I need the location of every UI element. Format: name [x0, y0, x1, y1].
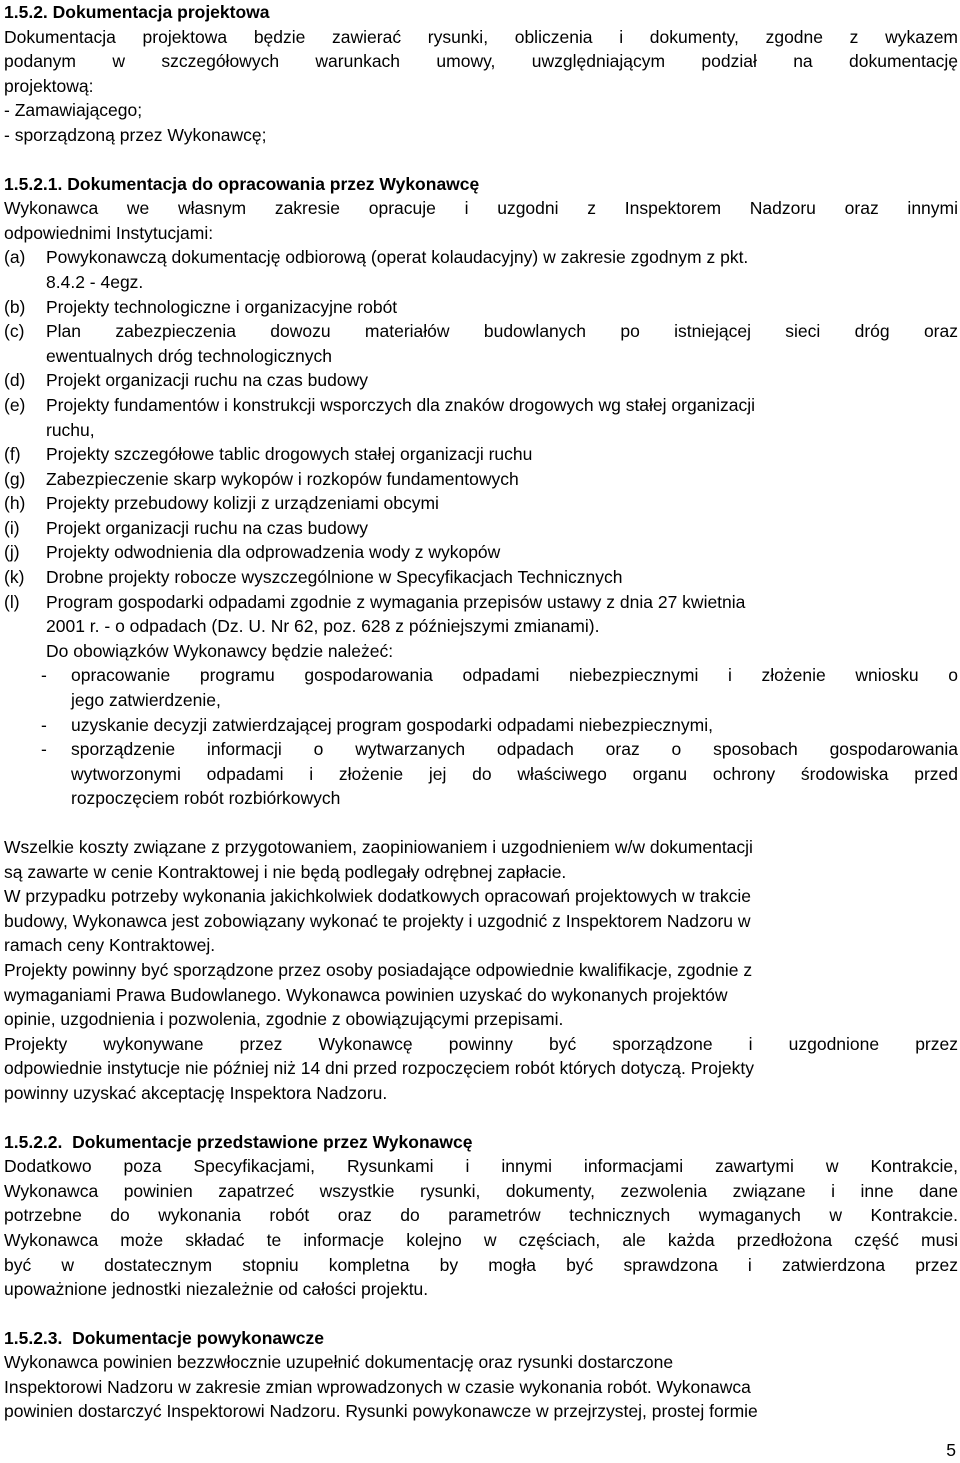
list-item-text: Projekty przebudowy kolizji z urządzeniami obcymi [46, 493, 439, 514]
paragraph-as-built-docs [4, 1350, 958, 1424]
list-item-text: Program gospodarki odpadami zgodnie z wymagania przepisów ustawy z dnia 27 kwietnia [46, 591, 746, 612]
list-item [4, 368, 958, 393]
paragraph-line: budowy, Wykonawca jest zobowiązany wykonać te projekty i uzgodnić z Inspektorem Nadzoru w [4, 910, 751, 931]
spacer [4, 148, 958, 172]
section-heading-1-5-2-3: 1.5.2.3. Dokumentacje powykonawcze [4, 1327, 324, 1348]
list-item [4, 467, 958, 492]
list-item-text-cont: 2001 r. - o odpadach (Dz. U. Nr 62, poz. 628 z późniejszymi zmianami). [46, 616, 600, 637]
list-item-label: (f) [4, 444, 21, 465]
paragraph-qualifications [4, 958, 958, 1032]
list-item-text: Projekty odwodnienia dla odprowadzenia wody z wykopów [46, 542, 501, 563]
document-page [4, 0, 958, 1424]
paragraph-additional-projects [4, 884, 958, 958]
list-item [41, 663, 958, 712]
list-item [4, 393, 958, 442]
list-item-text: Plan zabezpieczenia dowozu materiałów budowlanych po istniejącej sieci dróg oraz [46, 321, 958, 342]
paragraph-line: opinie, uzgodnienia i pozwolenia, zgodnie z obowiązującymi przepisami. [4, 1009, 564, 1030]
s1-line-3: projektową: [4, 75, 94, 96]
list-item [4, 590, 958, 639]
paragraph-line: Projekty powinny być sporządzone przez osoby posiadające odpowiednie kwalifikacje, zgodnie z [4, 959, 753, 980]
paragraph-line: Inspektorowi Nadzoru w zakresie zmian wprowadzonych w czasie wykonania robót. Wykonawca [4, 1376, 751, 1397]
s2-intro-line-2: odpowiednimi Instytucjami: [4, 222, 214, 243]
paragraph-line: Wszelkie koszty związane z przygotowaniem, zaopiniowaniem i uzgodnieniem w/w dokumentacji [4, 837, 753, 857]
requirements-list [4, 245, 958, 639]
list-item-text-cont: ruchu, [46, 419, 95, 440]
list-item-text-cont: rozpoczęciem robót rozbiórkowych [71, 788, 341, 809]
paragraph-costs [4, 835, 958, 884]
section-heading-1-5-2: 1.5.2. Dokumentacja projektowa [4, 2, 270, 22]
paragraph-approval [4, 1032, 958, 1106]
list-item [4, 245, 958, 294]
list-item-label: - [41, 714, 47, 735]
paragraph-line: powinny uzyskać akceptację Inspektora Nadzoru. [4, 1082, 388, 1103]
list-item-label: (e) [4, 394, 26, 415]
paragraph-line: Wykonawca powinien bezzwłocznie uzupełnić dokumentację oraz rysunki dostarczone [4, 1352, 674, 1373]
list-item-label: (j) [4, 542, 20, 563]
list-item-text-cont: 8.4.2 - 4egz. [46, 271, 144, 292]
list-item [4, 565, 958, 590]
list-item [4, 442, 958, 467]
duties-intro: Do obowiązków Wykonawcy będzie należeć: [46, 640, 394, 661]
paragraph-line: Wykonawca powinien zapatrzeć wszystkie rysunki, dokumenty, zezwolenia związane i inne dane [4, 1180, 958, 1201]
list-item [4, 516, 958, 541]
list-item-text: Projekt organizacji ruchu na czas budowy [46, 370, 368, 391]
s1-dash-2: - sporządzoną przez Wykonawcę; [4, 124, 267, 145]
list-item-label: (c) [4, 321, 25, 342]
s2-intro-line-1: Wykonawca we własnym zakresie opracuje i uzgodni z Inspektorem Nadzoru oraz innymi [4, 198, 958, 219]
list-item-text: sporządzenie informacji o wytwarzanych odpadach oraz o sposobach gospodarowania [71, 739, 958, 760]
s1-dash-1: - Zamawiającego; [4, 100, 143, 121]
list-item [4, 540, 958, 565]
list-item-label: (h) [4, 493, 26, 514]
list-item-label: (b) [4, 296, 26, 317]
paragraph-line: wymaganiami Prawa Budowlanego. Wykonawca powinien uzyskać do wykonanych projektów [4, 984, 728, 1005]
list-item-text: Projekty fundamentów i konstrukcji wsporczych dla znaków drogowych wg stałej organizacji [46, 394, 756, 415]
list-item-text-cont: ewentualnych dróg technologicznych [46, 345, 333, 366]
duties-list [4, 663, 958, 811]
paragraph-line: ramach ceny Kontraktowej. [4, 935, 216, 956]
page-number: 5 [946, 1440, 956, 1460]
paragraph-line: W przypadku potrzeby wykonania jakichkolwiek dodatkowych opracowań projektowych w trakcie [4, 886, 752, 907]
spacer [4, 1106, 958, 1130]
spacer [4, 811, 958, 835]
s1-line-2: podanym w szczegółowych warunkach umowy, uwzględniającym podział na dokumentację [4, 51, 958, 72]
list-item [41, 713, 958, 738]
list-item-label: (g) [4, 468, 26, 489]
list-item-label: (d) [4, 370, 26, 391]
paragraph-line: Projekty wykonywane przez Wykonawcę powinny być sporządzone i uzgodnione przez [4, 1033, 958, 1054]
section-heading-1-5-2-1: 1.5.2.1. Dokumentacja do opracowania przez Wykonawcę [4, 173, 480, 194]
list-item-text-cont: wytworzonymi odpadami i złożenie jej do właściwego organu ochrony środowiska przed [71, 763, 958, 784]
paragraph-line: Wykonawca może składać te informacje kolejno w częściach, ale każda przedłożona część musi [4, 1229, 958, 1250]
list-item-text: Zabezpieczenie skarp wykopów i rozkopów fundamentowych [46, 468, 519, 489]
paragraph-line: Dodatkowo poza Specyfikacjami, Rysunkami i innymi informacjami zawartymi w Kontrakcie, [4, 1156, 958, 1177]
list-item-label: (l) [4, 591, 20, 612]
list-item-text: Projekt organizacji ruchu na czas budowy [46, 517, 368, 538]
list-item-text: Drobne projekty robocze wyszczególnione w Specyfikacjach Technicznych [46, 567, 623, 588]
list-item-text: Projekty szczegółowe tablic drogowych stałej organizacji ruchu [46, 444, 533, 465]
paragraph-line: powinien dostarczyć Inspektorowi Nadzoru. Rysunki powykonawcze w przejrzystej, prostej formie [4, 1401, 758, 1422]
s1-line-1: Dokumentacja projektowa będzie zawierać rysunki, obliczenia i dokumenty, zgodne z wykazem [4, 26, 958, 47]
paragraph-submitted-docs [4, 1154, 958, 1302]
list-item-text: opracowanie programu gospodarowania odpadami niebezpiecznymi i złożenie wniosku o [71, 665, 958, 686]
spacer [4, 1302, 958, 1326]
list-item [4, 491, 958, 516]
paragraph-line: potrzebne do wykonania robót oraz do parametrów technicznych wymaganych w Kontrakcie. [4, 1205, 958, 1226]
paragraph-line: odpowiednie instytucje nie później niż 14 dni przed rozpoczęciem robót których dotyczą. Projekty [4, 1058, 754, 1079]
list-item-label: (k) [4, 567, 25, 588]
list-item-text: Projekty technologiczne i organizacyjne robót [46, 296, 398, 317]
list-item-text-cont: jego zatwierdzenie, [71, 690, 221, 711]
paragraph-line: być w dostatecznym stopniu kompletna by mogła być sprawdzona i zatwierdzona przez [4, 1254, 958, 1275]
paragraph-line: są zawarte w cenie Kontraktowej i nie będą podlegały odrębnej zapłacie. [4, 861, 567, 882]
list-item-label: (a) [4, 247, 26, 268]
list-item-label: - [41, 665, 47, 686]
list-item [41, 737, 958, 811]
list-item [4, 319, 958, 368]
paragraph-line: upoważnione jednostki niezależnie od całości projektu. [4, 1279, 429, 1300]
list-item [4, 295, 958, 320]
list-item-text: uzyskanie decyzji zatwierdzającej program gospodarki odpadami niebezpiecznymi, [71, 714, 713, 735]
list-item-label: - [41, 739, 47, 760]
section-heading-1-5-2-2: 1.5.2.2. Dokumentacje przedstawione przez Wykonawcę [4, 1131, 473, 1152]
list-item-text: Powykonawczą dokumentację odbiorową (operat kolaudacyjny) w zakresie zgodnym z pkt. [46, 247, 749, 268]
list-item-label: (i) [4, 517, 20, 538]
